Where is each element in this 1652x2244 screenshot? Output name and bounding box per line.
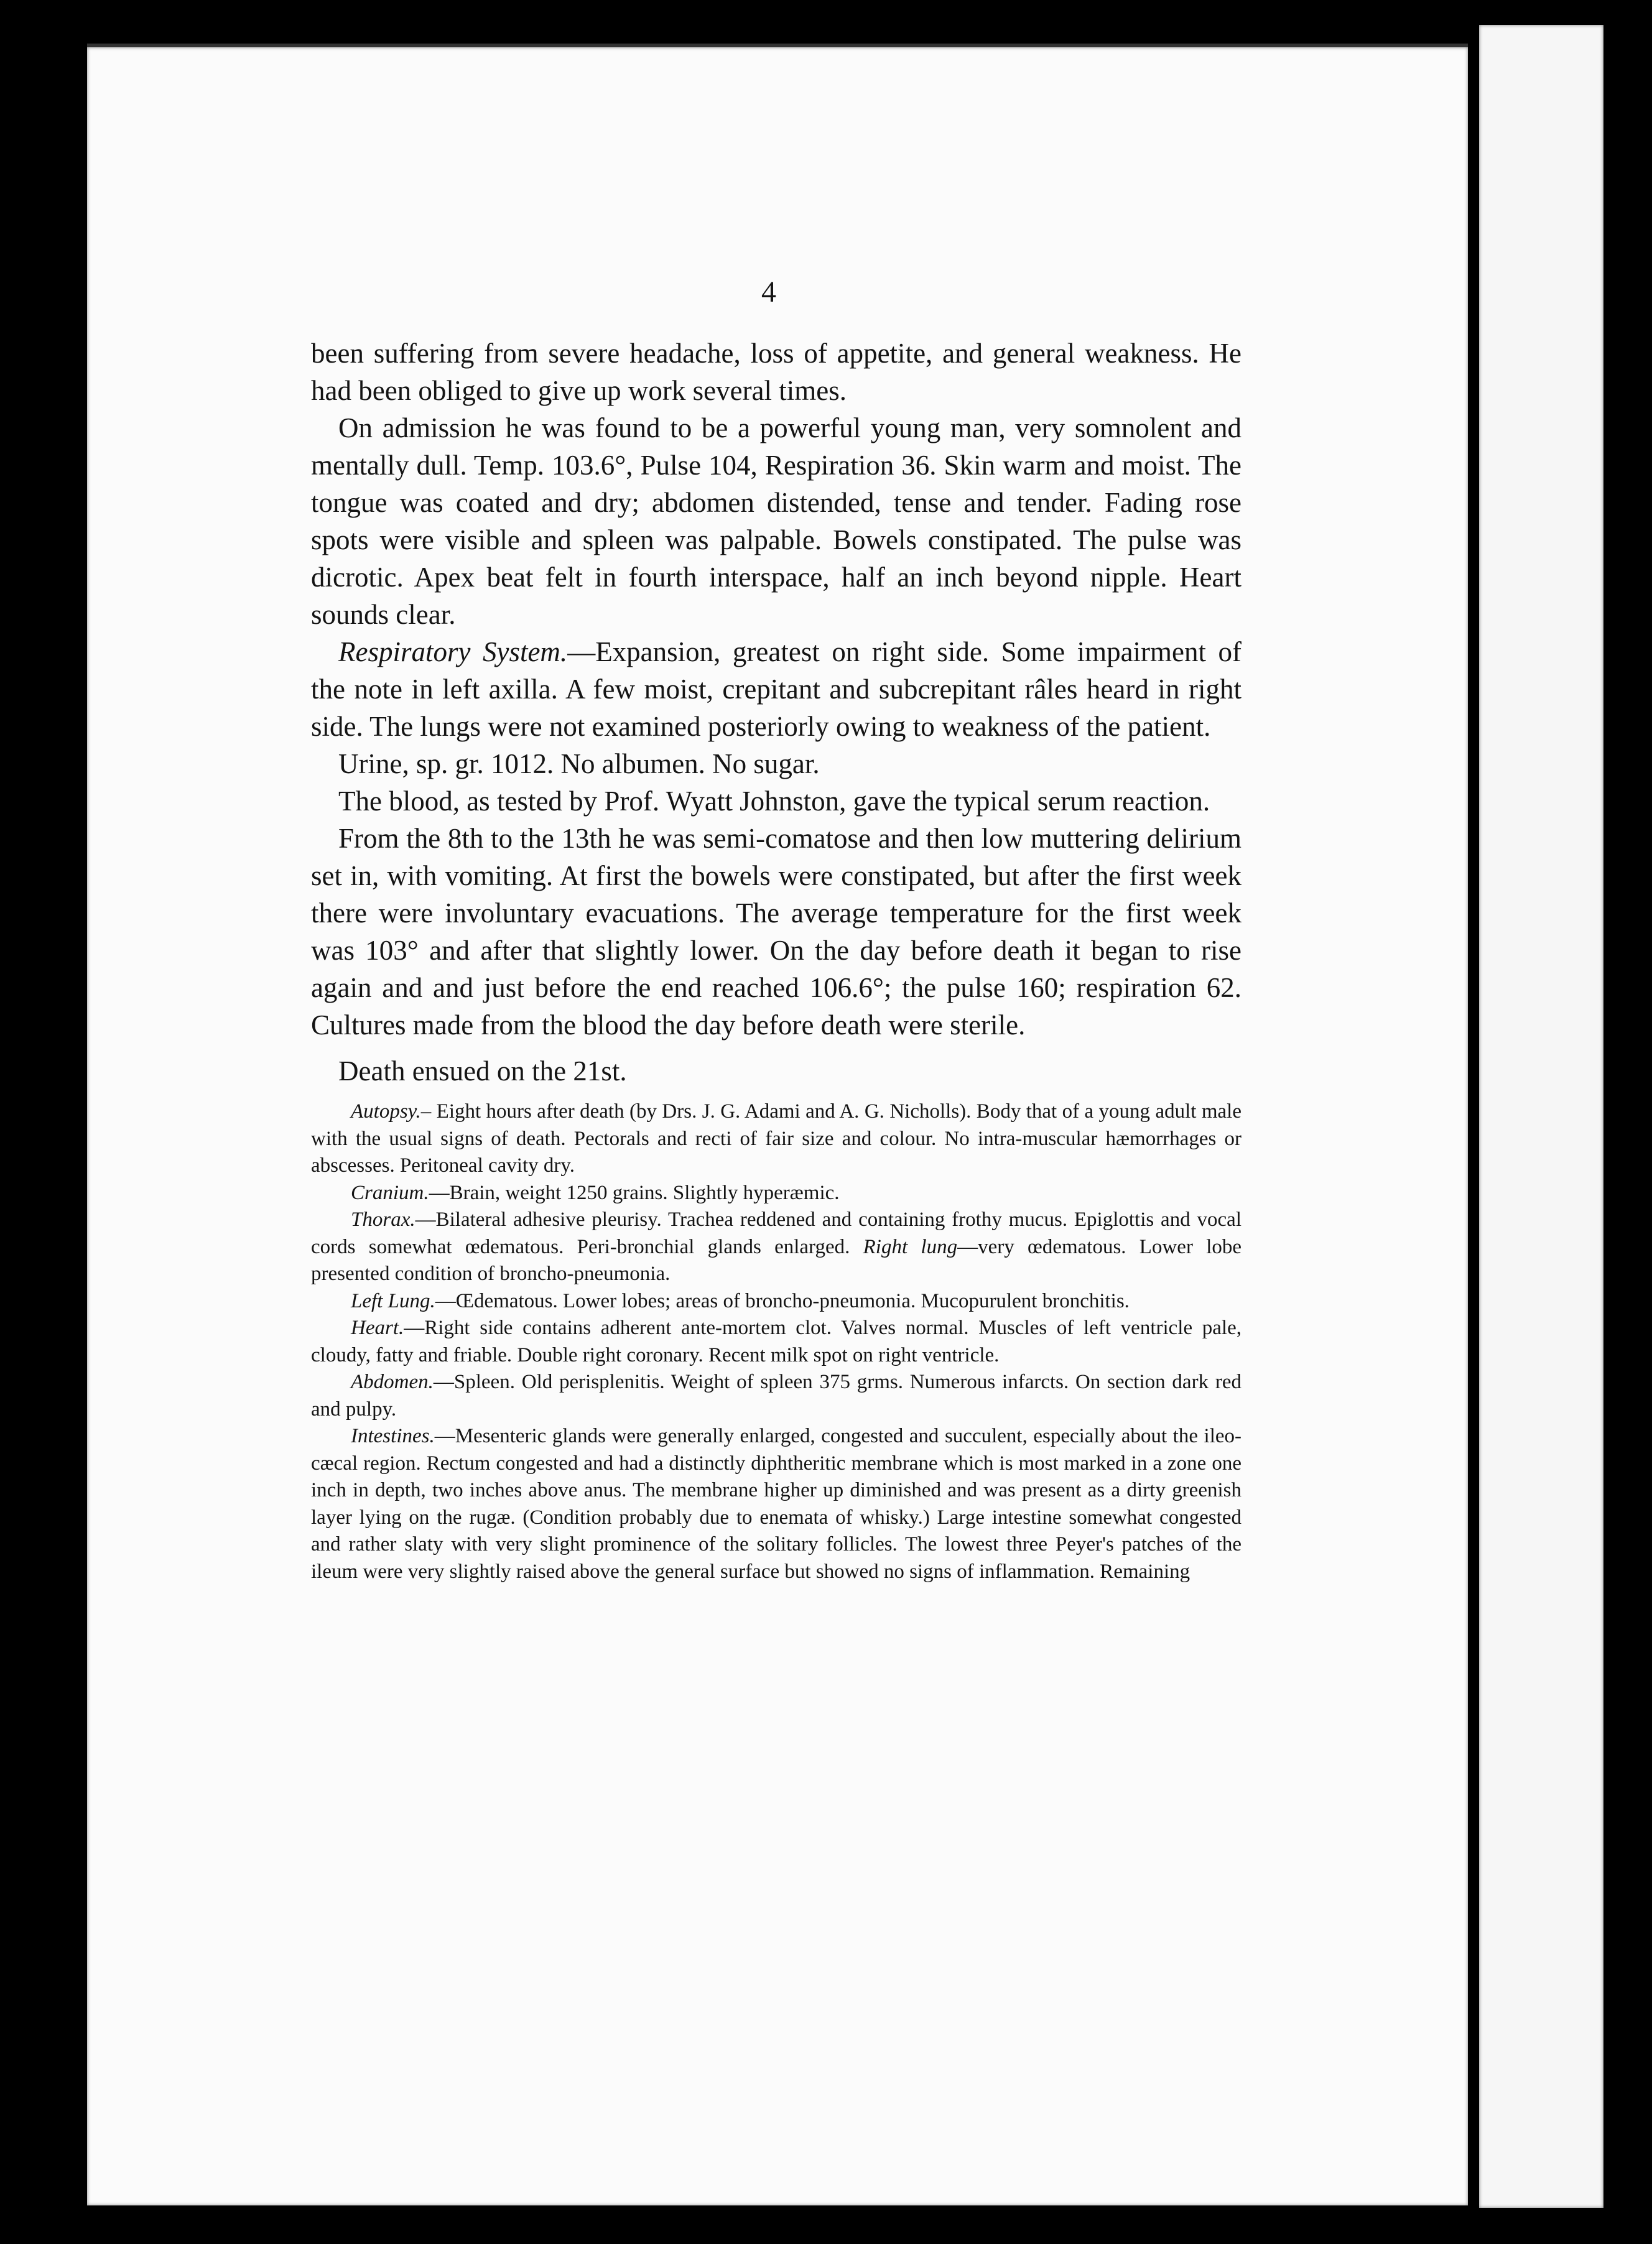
section-text: —Right side contains adherent ante-mortem clot. Valves normal. Muscles of left ventricle pale, cloudy, fatty and friable. Double right coronary. Recent milk spot on right ventricle. [311, 1317, 1241, 1366]
section-label: Autopsy. [351, 1100, 421, 1123]
section-label: Right lung [863, 1235, 958, 1258]
section-text: —Œdematous. Lower lobes; areas of broncho-pneumonia. Mucopurulent bronchitis. [435, 1289, 1130, 1312]
autopsy-report [311, 1098, 1241, 1585]
facing-page-edge [1479, 25, 1603, 2208]
section-text: —Expansion, greatest on right side. Some impairment of the note in left axilla. A few moist, crepitant and subcrepitant râles heard in right side. The lungs were not examined posteriorly owing to weakness of the patient. [311, 636, 1241, 742]
heart-paragraph [311, 1315, 1241, 1369]
paragraph: The blood, as tested by Prof. Wyatt Johnston, gave the typical serum reaction. [338, 786, 1210, 817]
section-text: —Brain, weight 1250 grains. Slightly hyperæmic. [429, 1181, 840, 1204]
paragraph: From the 8th to the 13th he was semi-comatose and then low muttering delirium set in, with vomiting. At first the bowels were constipated, but after the first week there were involuntary evacuations. The average temperature for the first week was 103° and after that slightly lower. On the day before death it began to rise again and and just before the end reached 106.6°; the pulse 160; respiration 62. Cultures made from the blood the day before death were sterile. [311, 823, 1241, 1041]
autopsy-paragraph [311, 1098, 1241, 1180]
section-text: – Eight hours after death (by Drs. J. G. Adami and A. G. Nicholls). Body that of a young adult male with the usual signs of death. Pectorals and recti of fair size and colour. No intra-muscular hæmorrhages or abscesses. Peritoneal cavity dry. [311, 1100, 1241, 1177]
section-label: Cranium. [351, 1181, 429, 1204]
paragraph-respiratory [311, 633, 1241, 745]
paragraph: been suffering from severe headache, loss of appetite, and general weakness. He had been obliged to give up work several times. [311, 338, 1241, 406]
paragraph: On admission he was found to be a powerful young man, very somnolent and mentally dull. Temp. 103.6°, Pulse 104, Respiration 36. Skin warm and moist. The tongue was coated and dry; abdomen distended, tense and tender. Fading rose spots were visible and spleen was palpable. Bowels constipated. The pulse was dicrotic. Apex beat felt in fourth interspace, half an inch beyond nipple. Heart sounds clear. [311, 412, 1241, 630]
thorax-paragraph [311, 1207, 1241, 1288]
page-number: 4 [761, 276, 776, 308]
section-label: Thorax. [351, 1208, 415, 1231]
abdomen-paragraph [311, 1369, 1241, 1423]
section-label: Abdomen. [351, 1371, 434, 1393]
cranium-paragraph [311, 1180, 1241, 1207]
case-history [311, 335, 1241, 1090]
section-text: —Spleen. Old perisplenitis. Weight of spleen 375 grms. Numerous infarcts. On section dark red and pulpy. [311, 1371, 1241, 1421]
paragraph: Death ensued on the 21st. [338, 1055, 627, 1087]
section-label: Heart. [351, 1317, 404, 1339]
paragraph: Urine, sp. gr. 1012. No albumen. No sugar. [338, 748, 820, 779]
page-body [311, 335, 1241, 1585]
section-label: Respiratory System. [338, 636, 568, 667]
left-lung-paragraph [311, 1288, 1241, 1315]
section-text: —Bilateral adhesive pleurisy. Trachea reddened and containing frothy mucus. Epiglottis and vocal cords somewhat œdematous. Peri-bronchial glands enlarged. [311, 1208, 1241, 1258]
section-label: Left Lung. [351, 1289, 435, 1312]
section-text: —Mesenteric glands were generally enlarged, congested and succulent, especially about the ileo-cæcal region. Rectum congested and had a distinctly diphtheritic membrane which is most marked in a zone one inch in depth, two inches above anus. The membrane higher up diminished and was present as a dirty greenish layer lying on the rugæ. (Condition probably due to enemata of whisky.) Large intestine somewhat congested and rather slaty with very slight prominence of the solitary follicles. The lowest three Peyer's patches of the ileum were very slightly raised above the general surface but showed no signs of inflammation. Remaining [311, 1425, 1241, 1583]
intestines-paragraph [311, 1423, 1241, 1585]
section-label: Intestines. [351, 1425, 435, 1447]
section-text: —very œdematous. Lower lobe presented condition of broncho-pneumonia. [311, 1235, 1242, 1285]
